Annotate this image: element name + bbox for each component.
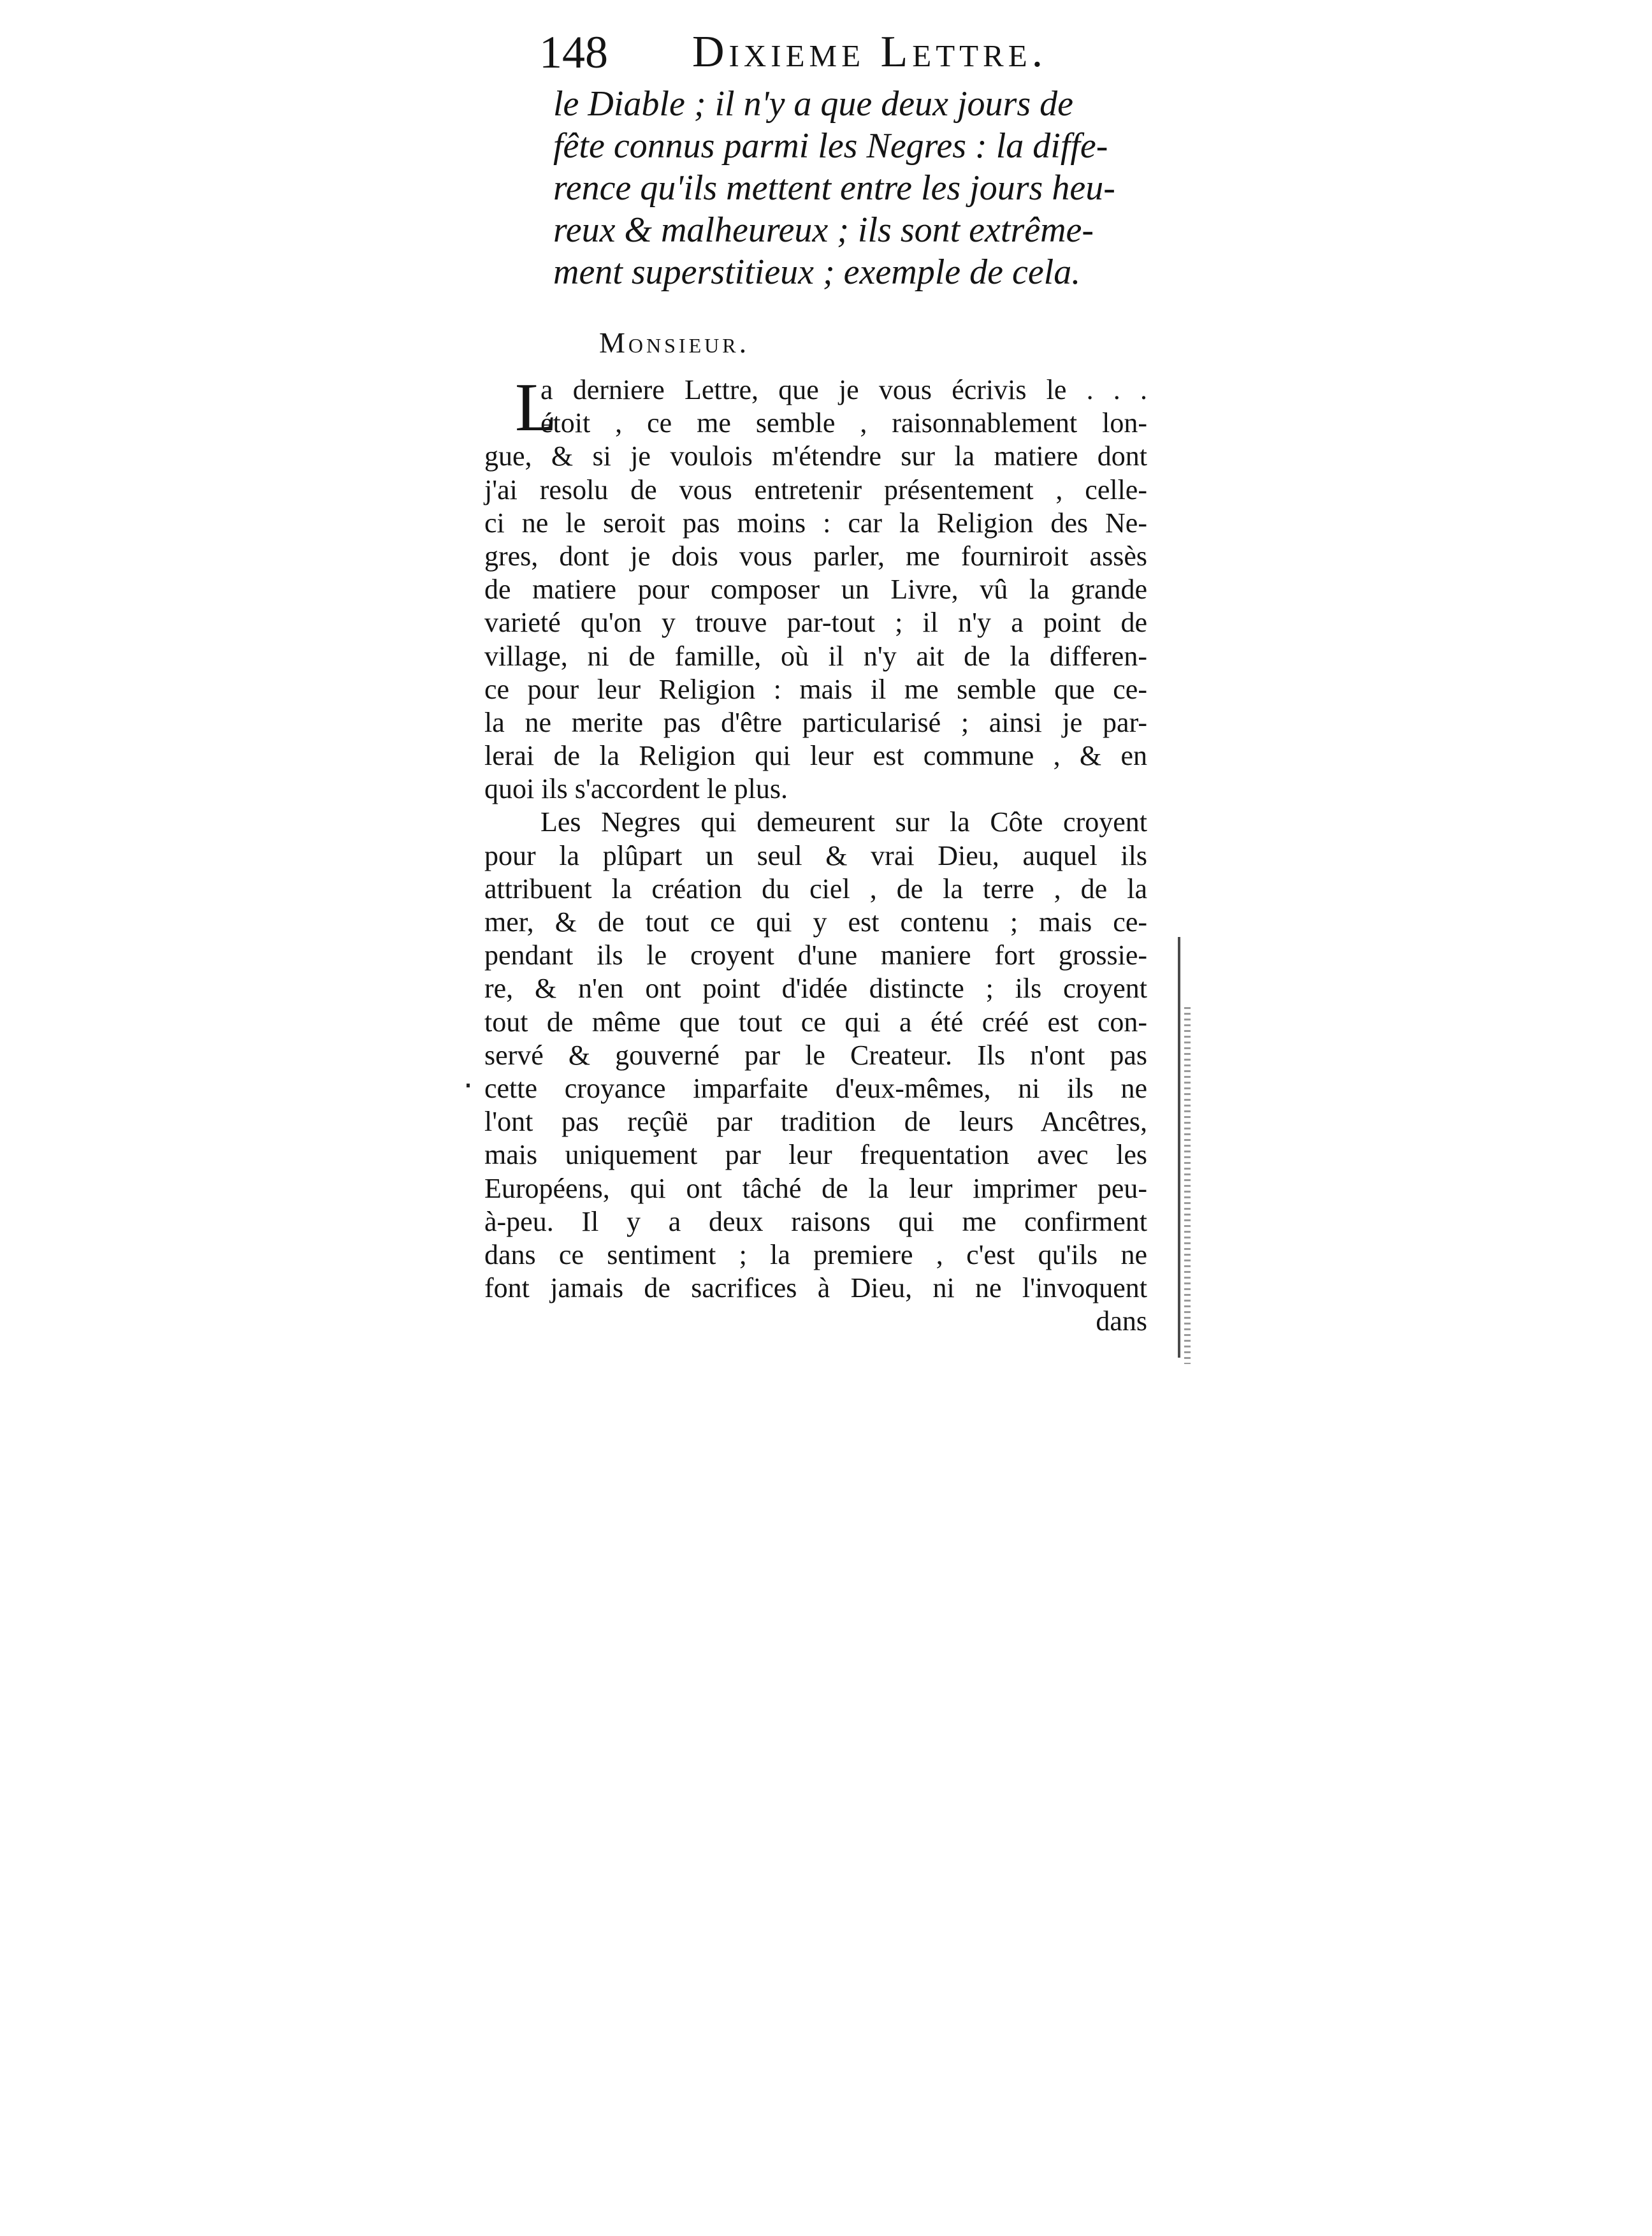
body-line: pendant ils le croyent d'une maniere fort grossie- bbox=[484, 940, 1147, 971]
body-line: attribuent la création du ciel , de la terre , de la bbox=[484, 873, 1147, 904]
body-line: j'ai resolu de vous entretenir présentement , celle- bbox=[484, 474, 1147, 505]
summary-line: rence qu'ils mettent entre les jours heu- bbox=[553, 168, 1115, 208]
summary-line: fête connus parmi les Negres : la diffe- bbox=[553, 126, 1108, 166]
page-header bbox=[539, 22, 1068, 83]
body-line: la ne merite pas d'être particularisé ; ainsi je par- bbox=[484, 706, 1147, 738]
body-line: varieté qu'on y trouve par-tout ; il n'y a point de bbox=[484, 607, 1147, 639]
body-line: a derniere Lettre, que je vous écrivis le . . . bbox=[540, 374, 1147, 405]
running-head: Dixieme Lettre. bbox=[692, 27, 1048, 76]
body-line: font jamais de sacrifices à Dieu, ni ne l'invoquent bbox=[484, 1272, 1147, 1304]
body-line: ci ne le seroit pas moins : car la Religion des Ne- bbox=[484, 507, 1147, 539]
summary-line: le Diable ; il n'y a que deux jours de bbox=[553, 84, 1073, 124]
page-edge-shadow bbox=[1184, 1007, 1191, 1364]
body-line: re, & n'en ont point d'idée distincte ; ils croyent bbox=[484, 973, 1147, 1005]
body-line: mer, & de tout ce qui y est contenu ; mais ce- bbox=[484, 906, 1147, 938]
body-line: servé & gouverné par le Createur. Ils n'ont pas bbox=[484, 1039, 1147, 1071]
summary-line: ment superstitieux ; exemple de cela. bbox=[553, 252, 1081, 292]
page-number: 148 bbox=[539, 27, 608, 78]
body-line: quoi ils s'accordent le plus. bbox=[484, 773, 788, 805]
body-line: tout de même que tout ce qui a été créé est con- bbox=[484, 1006, 1147, 1038]
ink-speck bbox=[467, 1084, 470, 1087]
body-line: étoit , ce me semble , raisonnablement lon- bbox=[540, 407, 1147, 439]
body-line: dans ce sentiment ; la premiere , c'est qu'ils ne bbox=[484, 1238, 1147, 1270]
body-line: pour la plûpart un seul & vrai Dieu, auquel ils bbox=[484, 839, 1147, 871]
body-line: Européens, qui ont tâché de la leur imprimer peu- bbox=[484, 1172, 1147, 1204]
body-line: gue, & si je voulois m'étendre sur la matiere dont bbox=[484, 440, 1147, 472]
body-line: cette croyance imparfaite d'eux-mêmes, ni ils ne bbox=[484, 1072, 1147, 1104]
body-line: Les Negres qui demeurent sur la Côte croyent bbox=[540, 806, 1147, 838]
salutation: Monsieur. bbox=[599, 326, 750, 359]
catchword: dans bbox=[1096, 1305, 1147, 1337]
body-line: mais uniquement par leur frequentation avec les bbox=[484, 1139, 1147, 1171]
body-line: lerai de la Religion qui leur est commune , & en bbox=[484, 740, 1147, 772]
letter-summary bbox=[553, 83, 1115, 293]
body-line: gres, dont je dois vous parler, me fourniroit assès bbox=[484, 540, 1147, 572]
body-line: de matiere pour composer un Livre, vû la grande bbox=[484, 574, 1147, 606]
drop-cap: L bbox=[515, 370, 557, 446]
summary-line: reux & malheureux ; ils sont extrême- bbox=[553, 210, 1094, 250]
body-line: village, ni de famille, où il n'y ait de la differen- bbox=[484, 640, 1147, 672]
body-text bbox=[484, 370, 1147, 1338]
body-line: ce pour leur Religion : mais il me semble que ce- bbox=[484, 673, 1147, 705]
page-edge-rule bbox=[1178, 937, 1180, 1358]
body-line: l'ont pas reçûë par tradition de leurs Ancêtres, bbox=[484, 1106, 1147, 1138]
body-line: à-peu. Il y a deux raisons qui me confirment bbox=[484, 1205, 1147, 1237]
